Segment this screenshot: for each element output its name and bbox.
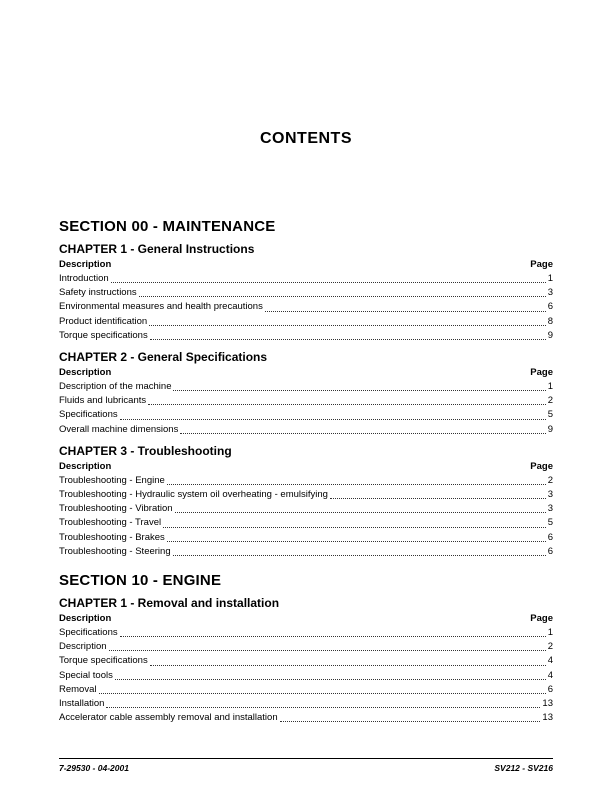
toc-entry-page: 13 (542, 698, 553, 710)
toc-chapter-heading: CHAPTER 1 - Removal and installation (59, 596, 280, 611)
toc-leader-dots (173, 390, 545, 391)
toc-section-heading: SECTION 00 - MAINTENANCE (59, 218, 276, 235)
toc-entry-title: Special tools (59, 669, 113, 681)
toc-entry (59, 408, 553, 422)
toc-leader-dots (180, 433, 545, 434)
toc-leader-dots (175, 512, 546, 513)
toc-entry-title: Torque specifications (59, 329, 148, 341)
toc-column-page: Page (530, 613, 553, 625)
toc-entry (59, 683, 553, 697)
toc-entry-page: 2 (547, 395, 553, 407)
toc-entry (59, 654, 553, 668)
toc-entry-title: Troubleshooting - Engine (59, 474, 165, 486)
toc-leader-dots (150, 339, 546, 340)
toc-leader-dots (167, 484, 546, 485)
toc-entry (59, 474, 553, 488)
toc-entry-title: Troubleshooting - Steering (59, 545, 171, 557)
toc-leader-dots (167, 541, 546, 542)
toc-entry-title: Safety instructions (59, 287, 137, 299)
toc-leader-dots (280, 721, 541, 722)
toc-entry (59, 711, 553, 725)
toc-entry (59, 423, 553, 437)
toc-entry-title: Troubleshooting - Hydraulic system oil overheating - emulsifying (59, 489, 328, 501)
toc-entry-page: 4 (547, 669, 553, 681)
toc-column-page: Page (530, 460, 553, 472)
toc-entry-title: Removal (59, 683, 97, 695)
toc-entry-title: Introduction (59, 273, 109, 284)
table-of-contents (59, 218, 553, 725)
toc-entry-title: Environmental measures and health precautions (59, 301, 263, 313)
toc-entry (59, 640, 553, 654)
toc-column-description: Description (59, 367, 112, 379)
toc-entry-page: 1 (547, 627, 553, 639)
toc-entry-title: Specifications (59, 409, 118, 421)
toc-chapter-heading: CHAPTER 1 - General Instructions (59, 242, 255, 256)
toc-column-page: Page (530, 367, 553, 379)
toc-column-header (59, 259, 553, 270)
toc-entry-page: 6 (547, 301, 553, 313)
toc-leader-dots (163, 527, 546, 528)
toc-leader-dots (173, 555, 546, 556)
toc-leader-dots (111, 282, 546, 283)
toc-column-description: Description (59, 613, 112, 625)
toc-entry-title: Description of the machine (59, 381, 172, 393)
toc-entry (59, 315, 553, 329)
toc-entry-page: 4 (547, 655, 553, 667)
toc-section-heading: SECTION 10 - ENGINE (59, 572, 222, 590)
toc-entry-title: Installation (59, 698, 105, 710)
toc-entry (59, 394, 553, 408)
toc-column-page: Page (530, 259, 553, 270)
toc-entry-title: Accelerator cable assembly removal and installation (59, 712, 278, 724)
toc-entry (59, 272, 553, 286)
toc-chapter-heading: CHAPTER 3 - Troubleshooting (59, 443, 232, 458)
toc-chapter-heading: CHAPTER 2 - General Specifications (59, 350, 268, 365)
toc-entry-title: Fluids and lubricants (59, 395, 147, 407)
toc-entry-title: Torque specifications (59, 655, 148, 667)
toc-entry-page: 6 (547, 683, 553, 695)
toc-leader-dots (109, 650, 546, 651)
page-footer (59, 758, 553, 773)
toc-entry (59, 516, 553, 530)
page-title: CONTENTS (260, 130, 352, 147)
toc-entry-page: 5 (547, 409, 553, 421)
toc-column-description: Description (59, 259, 112, 270)
toc-entry-page: 5 (547, 517, 553, 529)
toc-column-description: Description (59, 460, 112, 472)
toc-entry (59, 545, 553, 559)
toc-entry-title: Overall machine dimensions (59, 423, 179, 435)
toc-entry-page: 3 (547, 489, 553, 501)
toc-entry (59, 488, 553, 502)
toc-entry-page: 1 (547, 273, 553, 284)
toc-entry-page: 6 (547, 545, 553, 557)
toc-leader-dots (115, 679, 546, 680)
toc-leader-dots (150, 665, 546, 666)
toc-entry (59, 300, 553, 314)
toc-entry-title: Troubleshooting - Travel (59, 517, 162, 529)
toc-entry-title: Product identification (59, 315, 148, 327)
toc-entry-page: 6 (547, 531, 553, 543)
toc-leader-dots (265, 311, 546, 312)
toc-entry-title: Specifications (59, 627, 118, 639)
toc-entry (59, 329, 553, 343)
toc-leader-dots (106, 707, 540, 708)
toc-entry-page: 3 (547, 287, 553, 299)
toc-leader-dots (99, 693, 546, 694)
toc-entry-page: 8 (547, 315, 553, 327)
toc-entry-page: 1 (547, 381, 553, 393)
toc-entry (59, 286, 553, 300)
toc-entry-page: 2 (547, 474, 553, 486)
toc-entry (59, 531, 553, 545)
toc-entry-title: Description (59, 641, 107, 653)
toc-leader-dots (120, 419, 546, 420)
toc-leader-dots (120, 636, 546, 637)
toc-leader-dots (149, 325, 546, 326)
toc-entry-page: 2 (547, 641, 553, 653)
toc-column-header (59, 461, 553, 472)
toc-entry-title: Troubleshooting - Vibration (59, 503, 173, 515)
toc-entry-page: 3 (547, 503, 553, 515)
toc-column-header (59, 367, 553, 378)
footer-doc-number: 7-29530 - 04-2001 (59, 763, 129, 773)
toc-entry-title: Troubleshooting - Brakes (59, 531, 165, 543)
toc-entry-page: 9 (547, 423, 553, 435)
toc-leader-dots (148, 404, 546, 405)
toc-column-header (59, 613, 553, 624)
toc-entry (59, 626, 553, 640)
toc-entry-page: 9 (547, 329, 553, 341)
toc-entry (59, 380, 553, 394)
toc-entry (59, 502, 553, 516)
toc-entry (59, 669, 553, 683)
toc-entry-page: 13 (542, 712, 553, 724)
footer-model-range: SV212 - SV216 (494, 763, 553, 773)
toc-leader-dots (330, 498, 546, 499)
toc-entry (59, 697, 553, 711)
toc-leader-dots (139, 296, 546, 297)
